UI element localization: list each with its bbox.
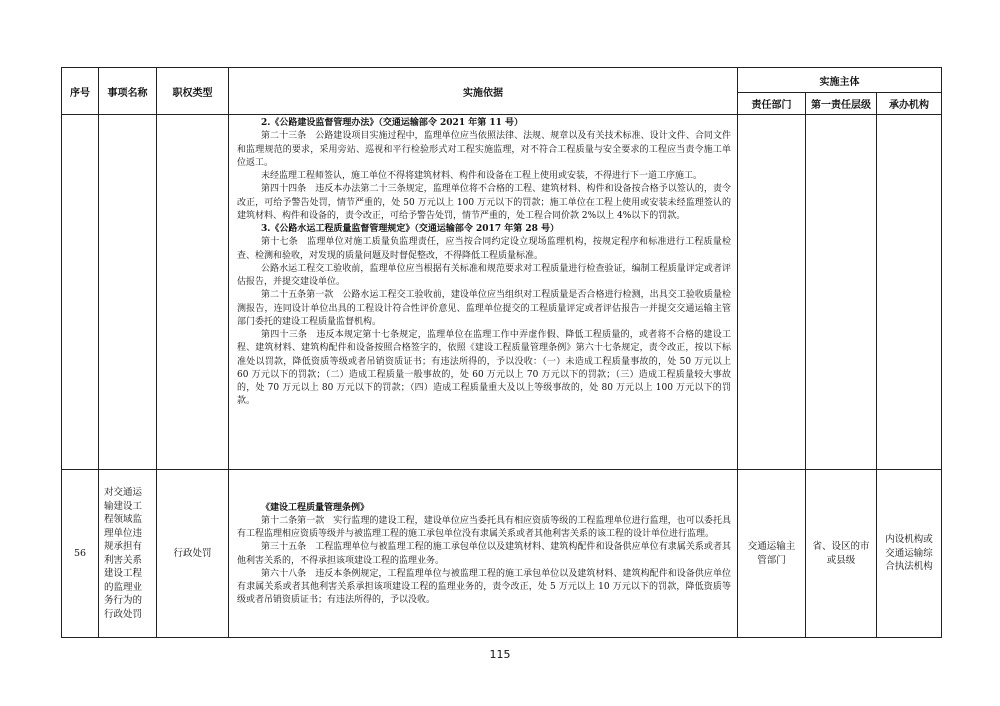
regulation-clause: 第二十三条 公路建设项目实施过程中，监理单位应当依照法律、法规、规章以及有关技术标准、设计文件、合同文件和监理规范的要求，采用旁站、巡视和平行检验形式对工程实施监理，对不符合工程质量与安全要求的工程应当责令施工单位返工。 (237, 131, 731, 168)
first-resp-level: 省、设区的市或县级 (806, 470, 877, 638)
basis-cell (229, 470, 738, 638)
regulation-clause: 公路水运工程交工验收前，监理单位应当根据有关标准和规范要求对工程质量进行检查验证，编制工程质量评定或者评估报告，并提交建设单位。 (237, 263, 731, 287)
regulation-clause: 第四十四条 违反本办法第二十三条规定，监理单位将不合格的工程、建筑材料、构件和设备按合格予以签认的，责令改正，可给予警告处罚，情节严重的，处 50 万元以上 100 万元以下的罚款；施工单位在工程上使用或安装未经监理签认的建筑材料、构件和设备的，责令改正，可给予警告处罚，情节严重的，处工程合同价款 2%以上 4%以下的罚款。 (237, 184, 731, 221)
regulation-title: 2.《公路建设监督管理办法》（交通运输部令 2021 年第 11 号） (261, 118, 524, 128)
col-header-first-level: 第一责任层级 (806, 93, 877, 115)
power-type: 行政处罚 (157, 470, 229, 638)
page-number: 115 (489, 648, 511, 661)
regulation-clause: 第四十三条 违反本规定第十七条规定，监理单位在监理工作中弄虚作假、降低工程质量的，或者将不合格的建设工程、建筑材料、建筑构配件和设备按照合格签字的，依照《建设工程质量管理条例》第六十七条规定，责令改正，按以下标准处以罚款，降低资质等级或者吊销资质证书；有违法所得的，予以没收：（一）未造成工程质量事故的，处 50 万元以上 60 万元以下的罚款；（二）造成工程质量一般事故的，处 60 万元以上 70 万元以下的罚款；（三）造成工程质量较大事故的，处 70 万元以上 80 万元以下的罚款；（四）造成工程质量重大及以上等级事故的，处 80 万元以上 100 万元以下的罚款。 (237, 330, 731, 407)
regulation-clause: 第三十五条 工程监理单位与被监理工程的施工承包单位以及建筑材料、建筑构配件和设备供应单位有隶属关系或者其他利害关系的，不得承担该项建设工程的监理业务。 (237, 542, 731, 566)
col-header-power-type: 职权类型 (157, 68, 229, 115)
handling-agency: 内设机构或交通运输综合执法机构 (877, 470, 942, 638)
header-row (62, 68, 942, 93)
regulation-clause: 第二十五条第一款 公路水运工程交工验收前，建设单位应当组织对工程质量是否合格进行检测，出具交工验收质量检测报告，连同设计单位出具的工程设计符合性评价意见、监理单位提交的工程质量评定或者评估报告一并提交交通运输主管部门委托的建设工程质量监督机构。 (237, 290, 731, 327)
regulation-title: 3.《公路水运工程质量监督管理规定》（交通运输部令 2017 年第 28 号） (261, 224, 560, 234)
regulation-clause: 未经监理工程师签认，施工单位不得将建筑材料、构件和设备在工程上使用或安装，不得进行下一道工序施工。 (261, 171, 703, 181)
responsible-dept: 交通运输主管部门 (738, 470, 806, 638)
item-name: 对交通运输建设工程领域监理单位违规承担有利害关系建设工程的监理业务行为的行政处罚 (99, 470, 157, 638)
table-row (62, 115, 942, 470)
col-header-resp-dept: 责任部门 (738, 93, 806, 115)
col-header-item-name: 事项名称 (99, 68, 157, 115)
row-seq: 56 (62, 470, 99, 638)
col-header-subject: 实施主体 (738, 68, 942, 93)
enforcement-table (61, 67, 942, 638)
regulation-clause: 第六十八条 违反本条例规定，工程监理单位与被监理工程的施工承包单位以及建筑材料、建筑构配件和设备供应单位有隶属关系或者其他利害关系承担该项建设工程的监理业务的，责令改正，处 5 万元以上 10 万元以下的罚款，降低资质等级或者吊销资质证书；有违法所得的，予以没收。 (237, 568, 731, 606)
regulation-clause: 第十二条第一款 实行监理的建设工程，建设单位应当委托具有相应资质等级的工程监理单位进行监理，也可以委托具有工程监理相应资质等级并与被监理工程的施工承包单位没有隶属关系或者其他利害关系的该工程的设计单位进行监理。 (237, 515, 731, 539)
col-header-seq: 序号 (62, 68, 99, 115)
regulation-clause: 第十七条 监理单位对施工质量负监理责任，应当按合同约定设立现场监理机构，按规定程序和标准进行工程质量检查、检测和验收，对发现的质量问题及时督促整改，不得降低工程质量标准。 (237, 237, 731, 261)
regulation-title: 《建设工程质量管理条例》 (261, 502, 370, 513)
basis-cell (229, 115, 738, 470)
table-row (62, 470, 942, 638)
col-header-handling: 承办机构 (877, 93, 942, 115)
col-header-basis: 实施依据 (229, 68, 738, 115)
